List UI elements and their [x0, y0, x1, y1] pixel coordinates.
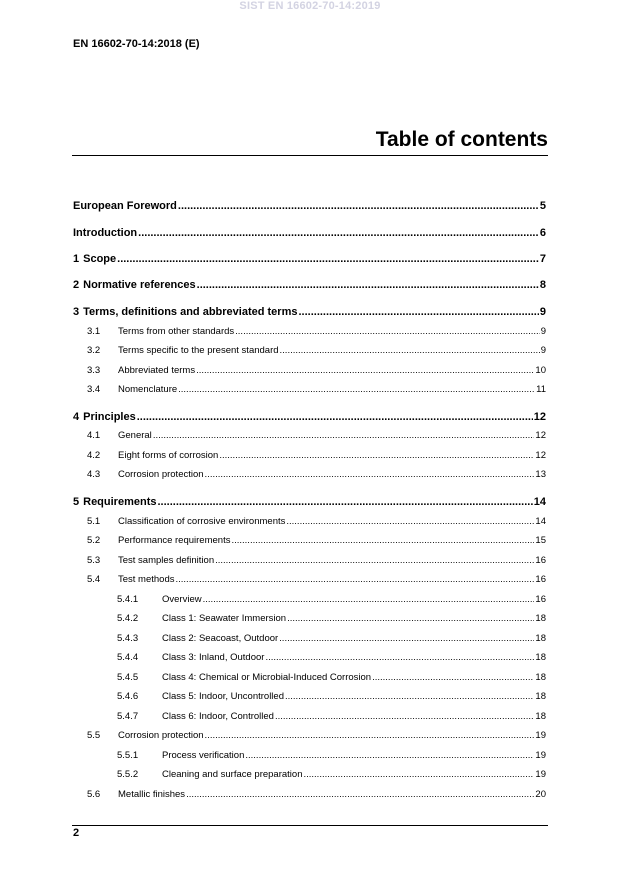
toc-entry-page: 12: [535, 430, 546, 441]
toc-entry-page: 18: [535, 613, 546, 624]
toc-entry-title: Class 1: Seawater Immersion: [162, 613, 287, 624]
toc-entry-page: 16: [535, 594, 546, 605]
toc-entry-number: 3.3: [87, 365, 101, 376]
toc-dot-leader: [287, 612, 534, 626]
toc-entry[interactable]: [73, 729, 546, 743]
toc-entry-number: 5.5.1: [117, 750, 139, 761]
document-id: EN 16602-70-14:2018 (E): [73, 38, 200, 50]
toc-entry-page: 12: [533, 411, 546, 423]
toc-entry[interactable]: [73, 768, 546, 782]
toc-entry-title: Terms, definitions and abbreviated terms: [83, 306, 298, 318]
toc-entry-number: 3.1: [87, 326, 101, 337]
toc-entry-page: 18: [535, 633, 546, 644]
toc-dot-leader: [298, 305, 538, 319]
toc-dot-leader: [197, 278, 539, 292]
toc-dot-leader: [178, 199, 539, 213]
toc-entry-page: 9: [540, 345, 546, 356]
toc-entry-title: Cleaning and surface preparation: [162, 769, 303, 780]
toc-entry-number: 2: [73, 279, 80, 291]
toc-entry[interactable]: [73, 554, 546, 568]
toc-entry-title: European Foreword: [73, 200, 177, 212]
toc-dot-leader: [286, 515, 534, 529]
toc-dot-leader: [275, 710, 534, 724]
toc-entry-page: 18: [535, 652, 546, 663]
toc-entry[interactable]: [73, 383, 546, 397]
toc-entry-number: 3: [73, 306, 80, 318]
toc-entry-title: Requirements: [83, 496, 157, 508]
toc-dot-leader: [157, 495, 532, 509]
toc-entry-page: 18: [535, 711, 546, 722]
toc-dot-leader: [196, 364, 534, 378]
toc-entry-title: Process verification: [162, 750, 245, 761]
footer-divider: [72, 825, 548, 826]
toc-entry[interactable]: [73, 534, 546, 548]
watermark: SIST EN 16602-70-14:2019: [239, 0, 381, 12]
toc-dot-leader: [138, 226, 539, 240]
toc-entry-page: 5: [539, 200, 546, 212]
toc-entry-number: 5.4.7: [117, 711, 139, 722]
toc-dot-leader: [176, 573, 535, 587]
toc-entry[interactable]: [73, 671, 546, 685]
toc-entry-page: 16: [535, 555, 546, 566]
toc-entry-title: Test samples definition: [118, 555, 215, 566]
toc-entry-number: 5.2: [87, 535, 101, 546]
toc-entry-title: Test methods: [118, 574, 175, 585]
toc-entry[interactable]: [73, 515, 546, 529]
toc-entry-number: 5.4.3: [117, 633, 139, 644]
toc-dot-leader: [219, 449, 534, 463]
toc-entry-number: 5.1: [87, 516, 101, 527]
toc-dot-leader: [117, 252, 539, 266]
toc-dot-leader: [205, 729, 535, 743]
toc-entry-title: Nomenclature: [118, 384, 178, 395]
toc-entry-title: Class 5: Indoor, Uncontrolled: [162, 691, 284, 702]
toc-entry[interactable]: [73, 226, 546, 240]
toc-entry-number: 5.6: [87, 789, 101, 800]
toc-entry-title: Classification of corrosive environments: [118, 516, 286, 527]
toc-dot-leader: [285, 690, 534, 704]
toc-entry-title: Scope: [83, 253, 117, 265]
toc-entry-page: 8: [539, 279, 546, 291]
toc-dot-leader: [153, 429, 535, 443]
toc-dot-leader: [205, 468, 535, 482]
toc-dot-leader: [372, 671, 534, 685]
toc-entry-number: 4.3: [87, 469, 101, 480]
toc-entry-page: 14: [535, 516, 546, 527]
toc-dot-leader: [245, 749, 534, 763]
toc-entry-title: General: [118, 430, 152, 441]
toc-dot-leader: [186, 788, 534, 802]
toc-entry-page: 19: [535, 730, 546, 741]
toc-entry[interactable]: [73, 278, 546, 292]
toc-entry-title: Corrosion protection: [118, 730, 204, 741]
toc-entry-page: 10: [535, 365, 546, 376]
toc-entry-page: 20: [535, 789, 546, 800]
toc-dot-leader: [137, 410, 533, 424]
toc-entry-title: Metallic finishes: [118, 789, 186, 800]
toc-entry-number: 5.5.2: [117, 769, 139, 780]
toc-dot-leader: [303, 768, 534, 782]
toc-entry-page: 11: [536, 384, 546, 395]
toc-entry-number: 1: [73, 253, 80, 265]
toc-entry[interactable]: [73, 495, 546, 509]
toc-dot-leader: [235, 325, 540, 339]
toc-entry-title: Introduction: [73, 227, 138, 239]
toc-entry-title: Corrosion protection: [118, 469, 204, 480]
toc-entry[interactable]: [73, 749, 546, 763]
toc-entry-title: Abbreviated terms: [118, 365, 196, 376]
toc-entry-page: 9: [539, 306, 546, 318]
toc-entry-number: 5.4.5: [117, 672, 139, 683]
toc-entry-page: 13: [535, 469, 546, 480]
toc-entry[interactable]: [73, 429, 546, 443]
toc-entry-title: Class 6: Indoor, Controlled: [162, 711, 274, 722]
toc-dot-leader: [231, 534, 534, 548]
toc-entry-page: 12: [535, 450, 546, 461]
toc-entry-title: Performance requirements: [118, 535, 231, 546]
toc-entry-number: 4.2: [87, 450, 101, 461]
toc-entry-page: 18: [535, 691, 546, 702]
toc-entry-title: Class 4: Chemical or Microbial-Induced Corrosion: [162, 672, 372, 683]
toc-entry[interactable]: [73, 612, 546, 626]
toc-entry-title: Class 2: Seacoast, Outdoor: [162, 633, 279, 644]
toc-entry-title: Overview: [162, 594, 202, 605]
toc-entry-number: 5.4.2: [117, 613, 139, 624]
toc-entry-page: 7: [539, 253, 546, 265]
toc-entry[interactable]: [73, 651, 546, 665]
toc-entry[interactable]: [73, 344, 546, 358]
toc-entry[interactable]: [73, 410, 546, 424]
toc-entry[interactable]: [73, 593, 546, 607]
toc-dot-leader: [203, 593, 535, 607]
toc-entry-number: 4.1: [87, 430, 101, 441]
toc-dot-leader: [280, 344, 540, 358]
toc-entry[interactable]: [73, 305, 546, 319]
toc-entry-page: 19: [535, 750, 546, 761]
toc-entry-number: 5.4.4: [117, 652, 139, 663]
toc-entry-title: Principles: [83, 411, 136, 423]
toc-entry[interactable]: [73, 690, 546, 704]
toc-entry-number: 5.4.1: [117, 594, 139, 605]
toc-entry-title: Class 3: Inland, Outdoor: [162, 652, 265, 663]
page-number: 2: [73, 827, 80, 839]
toc-entry-page: 19: [535, 769, 546, 780]
toc-entry[interactable]: [73, 364, 546, 378]
toc-entry-number: 5.4: [87, 574, 101, 585]
toc-entry[interactable]: [73, 573, 546, 587]
toc-entry[interactable]: [73, 325, 546, 339]
page-title: Table of contents: [375, 128, 548, 151]
toc-entry-number: 5.3: [87, 555, 101, 566]
toc-entry-title: Terms from other standards: [118, 326, 235, 337]
toc-entry-number: 5.4.6: [117, 691, 139, 702]
toc-dot-leader: [215, 554, 534, 568]
title-divider: [72, 155, 548, 156]
toc-entry-page: 16: [535, 574, 546, 585]
toc-entry-number: 3.2: [87, 345, 101, 356]
toc-entry-title: Terms specific to the present standard: [118, 345, 279, 356]
toc-entry[interactable]: [73, 199, 546, 213]
toc-entry[interactable]: [73, 710, 546, 724]
toc-entry[interactable]: [73, 788, 546, 802]
toc-dot-leader: [178, 383, 535, 397]
toc-entry-page: 6: [539, 227, 546, 239]
toc-entry[interactable]: [73, 449, 546, 463]
toc-entry-page: 18: [535, 672, 546, 683]
toc-dot-leader: [279, 632, 534, 646]
toc-entry[interactable]: [73, 252, 546, 266]
toc-entry-page: 15: [535, 535, 546, 546]
toc-dot-leader: [265, 651, 534, 665]
toc-entry-page: 9: [540, 326, 546, 337]
toc-entry[interactable]: [73, 632, 546, 646]
toc-entry-number: 5: [73, 496, 80, 508]
toc-entry[interactable]: [73, 468, 546, 482]
toc-entry-number: 5.5: [87, 730, 101, 741]
toc-entry-page: 14: [533, 496, 546, 508]
toc-entry-number: 4: [73, 411, 80, 423]
toc-entry-number: 3.4: [87, 384, 101, 395]
toc-entry-title: Eight forms of corrosion: [118, 450, 219, 461]
toc-entry-title: Normative references: [83, 279, 196, 291]
